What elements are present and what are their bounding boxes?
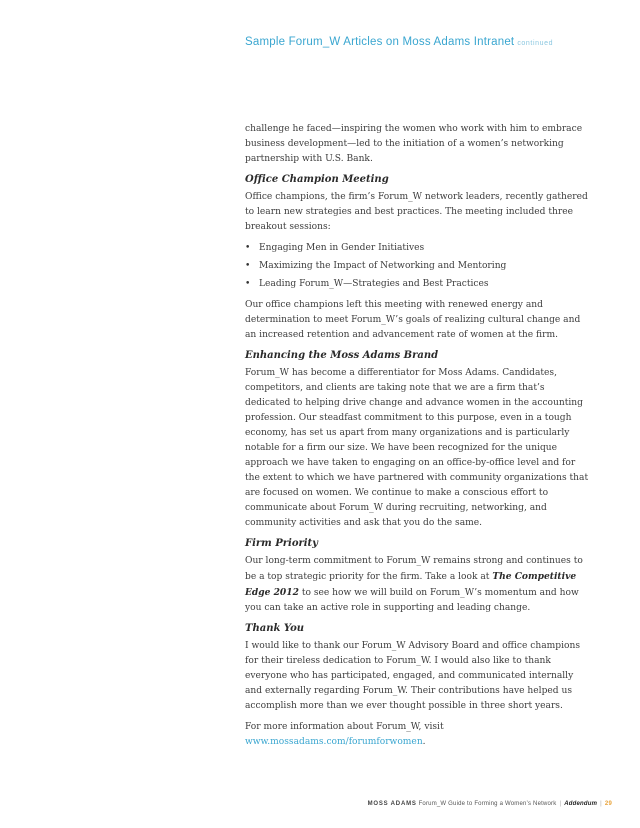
breakout-sessions-list xyxy=(245,241,590,292)
header-title: Sample Forum_W Articles on Moss Adams Intranet xyxy=(245,36,515,48)
list-item: • Maximizing the Impact of Networking and Mentoring xyxy=(259,259,590,274)
page-header xyxy=(245,36,553,48)
heading-brand: Enhancing the Moss Adams Brand xyxy=(245,350,439,361)
publication-title: The Competitive Edge 2012 xyxy=(245,571,577,598)
forum-link[interactable]: www.mossadams.com/forumforwomen xyxy=(245,737,423,747)
priority-text-after: to see how we will build on Forum_W’s momentum and how you can take an active role in supporting and leading change. xyxy=(245,588,579,613)
page-number: 29 xyxy=(604,801,612,807)
footer-separator: | xyxy=(600,801,602,807)
priority-paragraph xyxy=(245,554,590,616)
footer-title: Forum_W Guide to Forming a Women’s Network xyxy=(418,801,557,807)
thanks-paragraph-1: I would like to thank our Forum_W Advisory Board and office champions for their tireless dedication to Forum_W. I would also like to thank everyone who has participated, engaged, and communicated internally and externally regarding Forum_W. Their contributions have helped us accomplish more than we ever thought possible in three short years. xyxy=(245,641,581,711)
brand-paragraph: Forum_W has become a differentiator for Moss Adams. Candidates, competitors, and clients are taking note that we are a firm that’s dedicated to helping drive change and advance women in the accounting profession. Our steadfast commitment to this purpose, even in a tough economy, has set us apart from many organizations and is particularly notable for a firm our size. We have been recognized for the unique approach we have taken to engaging on an office-by-office level and for the extent to which we have partnered with community organizations that are focused on women. We continue to make a conscious effort to communicate about Forum_W during recruiting, networking, and community activities and ask that you do the same. xyxy=(245,368,589,528)
intro-paragraph: challenge he faced—inspiring the women who work with him to embrace business development—led to the initiation of a women’s networking partnership with U.S. Bank. xyxy=(245,124,583,164)
heading-thank-you: Thank You xyxy=(245,623,305,634)
heading-firm-priority: Firm Priority xyxy=(245,538,318,549)
office-paragraph-2: Our office champions left this meeting with renewed energy and determination to meet Forum_W’s goals of realizing cultural change and an increased retention and advancement rate of women at the firm. xyxy=(245,300,581,340)
list-item: • Leading Forum_W—Strategies and Best Practices xyxy=(259,277,590,292)
footer-brand: MOSS ADAMS xyxy=(367,801,417,807)
thanks-text-before: For more information about Forum_W, visit xyxy=(245,722,444,732)
footer-section: Addendum xyxy=(564,801,598,807)
thanks-text-after: . xyxy=(422,737,426,747)
page-footer xyxy=(368,801,612,807)
list-item: • Engaging Men in Gender Initiatives xyxy=(259,241,590,256)
article-body xyxy=(245,122,590,756)
office-paragraph-1: Office champions, the firm’s Forum_W network leaders, recently gathered to learn new strategies and best practices. The meeting included three breakout sessions: xyxy=(245,192,588,232)
heading-office-champion: Office Champion Meeting xyxy=(245,174,389,185)
footer-separator: | xyxy=(559,801,562,807)
priority-text-before: Our long-term commitment to Forum_W remains strong and continues to be a top strategic priority for the firm. Take a look at xyxy=(245,556,583,582)
header-continued: continued xyxy=(517,40,554,47)
thanks-paragraph-2 xyxy=(245,720,590,750)
